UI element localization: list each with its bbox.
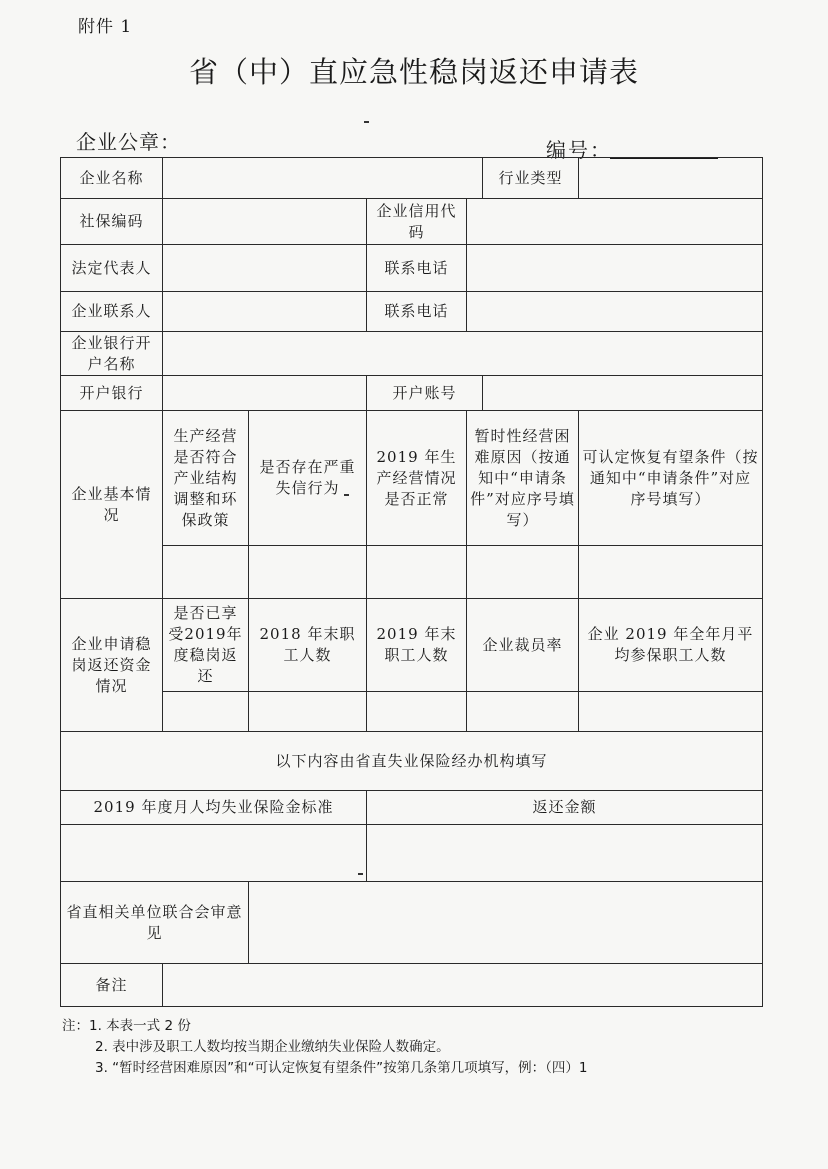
- application-label: 企业申请稳岗返还资金情况: [61, 599, 163, 732]
- application-header: 企业裁员率: [467, 599, 579, 692]
- agency-section-label: 以下内容由省直失业保险经办机构填写: [61, 732, 763, 791]
- credit-code-label: 企业信用代码: [367, 199, 467, 245]
- form-title: 省（中）直应急性稳岗返还申请表: [188, 55, 639, 89]
- remarks-label: 备注: [61, 964, 163, 1007]
- social-security-code-field[interactable]: [163, 199, 367, 245]
- bank-label: 开户银行: [61, 376, 163, 411]
- basic-info-field[interactable]: [467, 546, 579, 599]
- phone-label-2: 联系电话: [367, 292, 467, 332]
- application-header: 2019 年末职工人数: [367, 599, 467, 692]
- monthly-standard-label: 2019 年度月人均失业保险金标准: [61, 791, 367, 825]
- basic-info-header: 是否存在严重失信行为: [249, 411, 367, 546]
- social-security-code-label: 社保编码: [61, 199, 163, 245]
- basic-info-label: 企业基本情况: [61, 411, 163, 599]
- legal-rep-field[interactable]: [163, 245, 367, 292]
- application-field[interactable]: [163, 692, 249, 732]
- account-number-label: 开户账号: [367, 376, 483, 411]
- bank-account-name-field[interactable]: [163, 332, 763, 376]
- legal-rep-phone-field[interactable]: [467, 245, 763, 292]
- basic-info-field[interactable]: [249, 546, 367, 599]
- basic-info-field[interactable]: [579, 546, 763, 599]
- note-3: 3. “暂时经营困难原因”和“可认定恢复有望条件”按第几条第几项填写，例：（四）1: [95, 1060, 588, 1076]
- application-header: 是否已享受2019年度稳岗返还: [163, 599, 249, 692]
- credit-code-field[interactable]: [467, 199, 763, 245]
- basic-info-header: 可认定恢复有望条件（按通知中“申请条件”对应序号填写）: [579, 411, 763, 546]
- basic-info-header: 生产经营是否符合产业结构调整和环保政策: [163, 411, 249, 546]
- basic-info-field[interactable]: [367, 546, 467, 599]
- application-field[interactable]: [467, 692, 579, 732]
- basic-info-field[interactable]: [163, 546, 249, 599]
- application-header: 企业 2019 年全年月平均参保职工人数: [579, 599, 763, 692]
- company-seal-label: 企业公章：: [76, 130, 181, 154]
- contact-phone-field[interactable]: [467, 292, 763, 332]
- refund-amount-label: 返还金额: [367, 791, 763, 825]
- bank-field[interactable]: [163, 376, 367, 411]
- number-label: 编号：: [546, 138, 612, 162]
- contact-person-field[interactable]: [163, 292, 367, 332]
- joint-review-label: 省直相关单位联合会审意见: [61, 882, 249, 964]
- application-table: [60, 157, 763, 1007]
- industry-type-field[interactable]: [579, 158, 763, 199]
- basic-info-header: 暂时性经营困难原因（按通知中“申请条件”对应序号填写）: [467, 411, 579, 546]
- attachment-label: 附件 1: [78, 17, 133, 37]
- legal-rep-label: 法定代表人: [61, 245, 163, 292]
- phone-label-1: 联系电话: [367, 245, 467, 292]
- application-field[interactable]: [367, 692, 467, 732]
- application-field[interactable]: [579, 692, 763, 732]
- company-name-label: 企业名称: [61, 158, 163, 199]
- application-header: 2018 年末职工人数: [249, 599, 367, 692]
- contact-person-label: 企业联系人: [61, 292, 163, 332]
- account-number-field[interactable]: [483, 376, 763, 411]
- remarks-field[interactable]: [163, 964, 763, 1007]
- basic-info-header: 2019 年生产经营情况是否正常: [367, 411, 467, 546]
- monthly-standard-field[interactable]: [61, 825, 367, 882]
- joint-review-field[interactable]: [249, 882, 763, 964]
- bank-account-name-label: 企业银行开户名称: [61, 332, 163, 376]
- notes-section: [62, 1016, 588, 1079]
- note-1: 注：1. 本表一式 2 份: [62, 1018, 191, 1034]
- application-field[interactable]: [249, 692, 367, 732]
- company-name-field[interactable]: [163, 158, 483, 199]
- scan-mark: [364, 121, 369, 123]
- refund-amount-field[interactable]: [367, 825, 763, 882]
- industry-type-label: 行业类型: [483, 158, 579, 199]
- note-2: 2. 表中涉及职工人数均按当期企业缴纳失业保险人数确定。: [95, 1039, 450, 1055]
